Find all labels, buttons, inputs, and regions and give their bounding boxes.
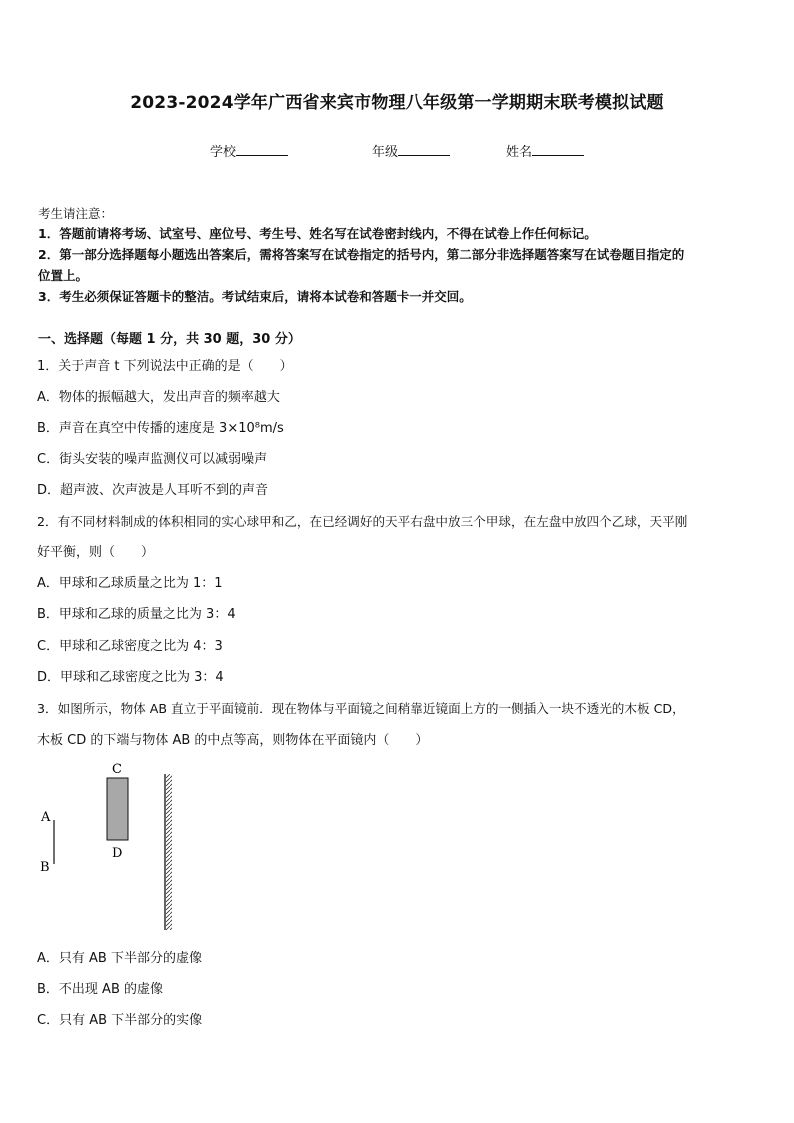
name-label: 姓名 <box>506 145 533 160</box>
q2-stem-line2: 好平衡，则（ ） <box>37 545 155 560</box>
mirror-hatching <box>166 774 172 930</box>
notice-item-2: 2．第一部分选择题每小题选出答案后，需将答案写在试卷指定的括号内，第二部分非选择题答案写在试卷题目指定的 <box>38 247 685 262</box>
q1-stem: 1．关于声音 t 下列说法中正确的是（ ） <box>37 359 293 374</box>
notice-heading: 考生请注意： <box>38 206 114 221</box>
q1-option-a: A．物体的振幅越大，发出声音的频率越大 <box>37 390 280 405</box>
q1-option-b: B．声音在真空中传播的速度是 3×10⁸m/s <box>37 421 284 436</box>
name-field <box>506 141 584 160</box>
grade-blank <box>398 143 450 156</box>
label-b: B <box>40 860 50 875</box>
grade-label: 年级 <box>372 145 399 160</box>
q1-option-c: C．街头安装的噪声监测仪可以减弱噪声 <box>37 452 268 467</box>
q1-option-d: D．超声波、次声波是人耳听不到的声音 <box>37 483 269 498</box>
school-label: 学校 <box>210 145 237 160</box>
q2-option-c: C．甲球和乙球密度之比为 4：3 <box>37 639 223 654</box>
school-blank <box>236 143 288 156</box>
q3-option-c: C．只有 AB 下半部分的实像 <box>37 1013 203 1028</box>
label-a: A <box>41 810 51 825</box>
q2-option-b: B．甲球和乙球的质量之比为 3：4 <box>37 607 236 622</box>
q3-stem-line1: 3．如图所示，物体 AB 直立于平面镜前．现在物体与平面镜之间稍靠近镜面上方的一侧插入一块不透光的木板 CD， <box>37 701 685 716</box>
notice-item-3: 3．考生必须保证答题卡的整洁。考试结束后，请将本试卷和答题卡一并交回。 <box>38 289 472 304</box>
q3-figure <box>30 758 190 934</box>
section-heading: 一、选择题（每题 1 分，共 30 题，30 分） <box>38 332 301 347</box>
q2-option-a: A．甲球和乙球质量之比为 1：1 <box>37 576 223 591</box>
board-cd <box>107 778 128 840</box>
notice-item-1: 1．答题前请将考场、试室号、座位号、考生号、姓名写在试卷密封线内，不得在试卷上作任何标记。 <box>38 226 597 241</box>
school-field <box>210 141 288 160</box>
q3-option-a: A．只有 AB 下半部分的虚像 <box>37 951 202 966</box>
q2-option-d: D．甲球和乙球密度之比为 3：4 <box>37 670 224 685</box>
q3-option-b: B．不出现 AB 的虚像 <box>37 982 163 997</box>
q2-stem-line1: 2．有不同材料制成的体积相同的实心球甲和乙，在已经调好的天平右盘中放三个甲球，在左盘中放四个乙球，天平刚 <box>37 514 688 529</box>
label-c: C <box>112 762 122 777</box>
page-title: 2023-2024学年广西省来宾市物理八年级第一学期期末联考模拟试题 <box>130 93 664 113</box>
label-d: D <box>112 846 123 861</box>
grade-field <box>372 141 450 160</box>
q3-stem-line2: 木板 CD 的下端与物体 AB 的中点等高，则物体在平面镜内（ ） <box>37 733 429 748</box>
notice-item-2-cont: 位置上。 <box>38 268 89 283</box>
name-blank <box>532 143 584 156</box>
